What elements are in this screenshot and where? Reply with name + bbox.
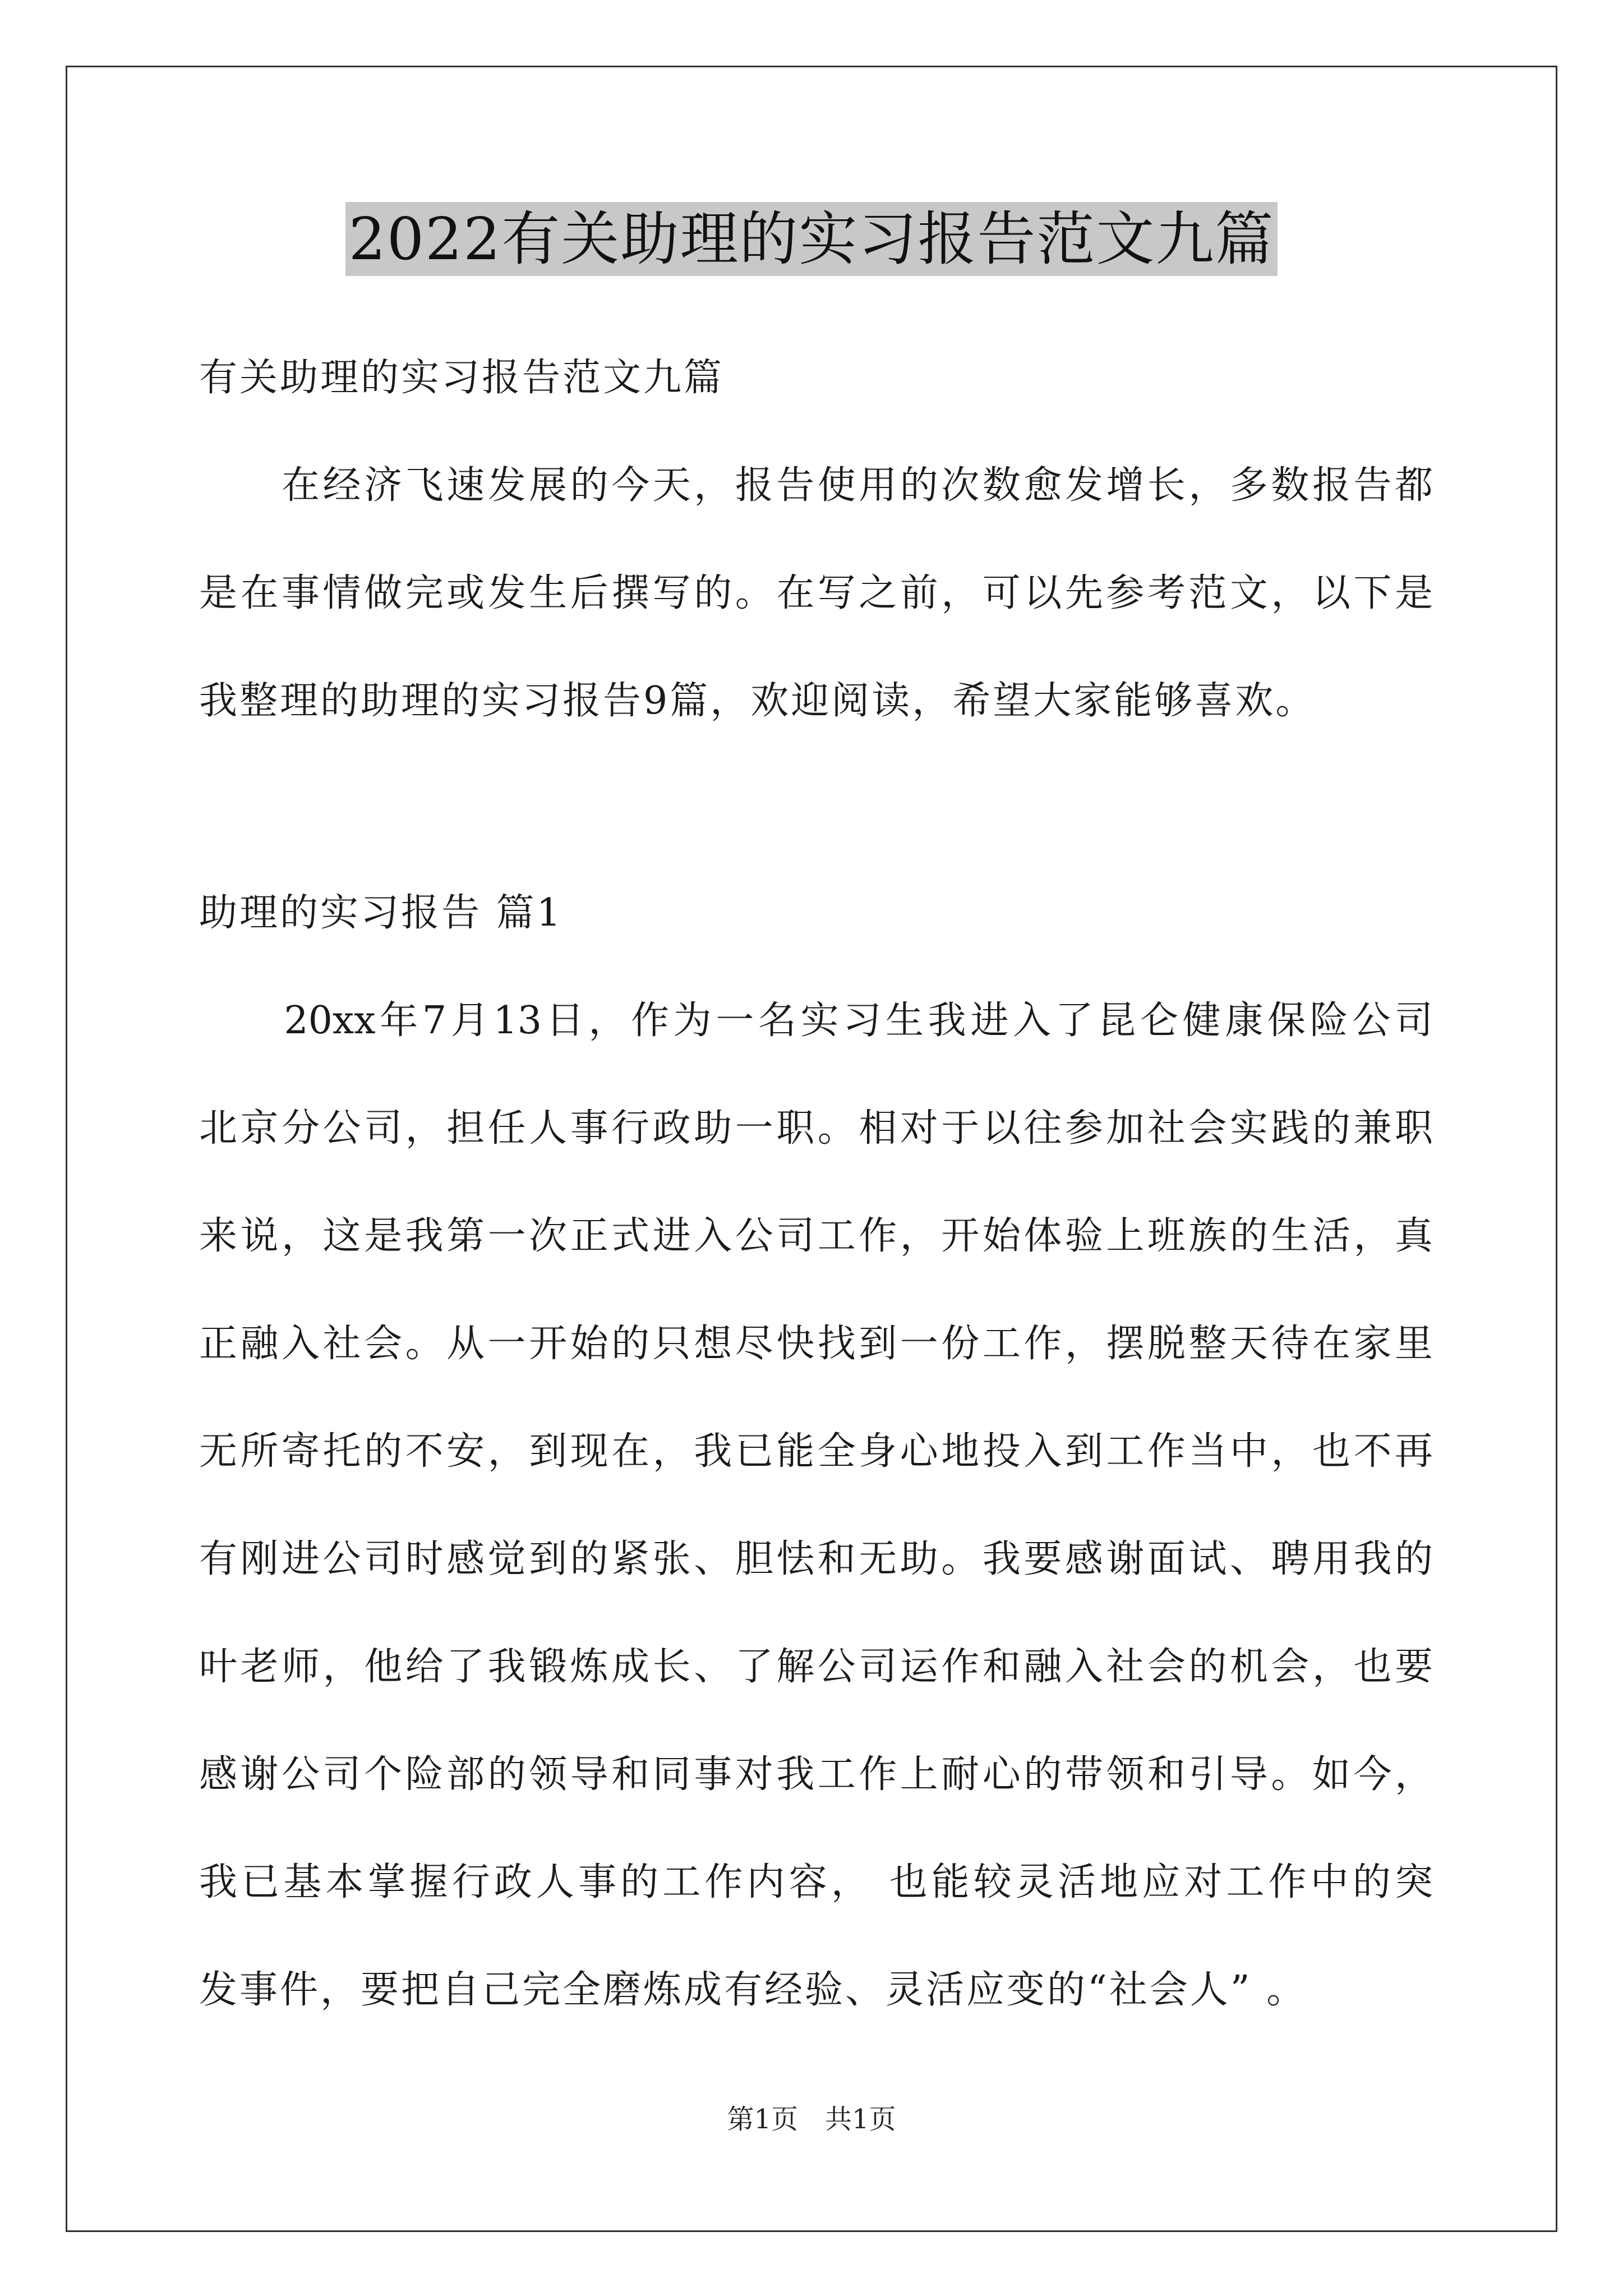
section-heading: 助理的实习报告 篇1 <box>199 891 563 935</box>
body-line: 有刚进公司时感觉到的紧张、胆怯和无助。我要感谢面试、聘用我的 <box>199 1537 1433 1581</box>
body-line: 20xx年7月13日，作为一名实习生我进入了昆仑健康保险公司 <box>199 999 1433 1043</box>
body-line: 无所寄托的不安，到现在，我已能全身心地投入到工作当中，也不再 <box>199 1429 1433 1474</box>
body-line: 来说，这是我第一次正式进入公司工作，开始体验上班族的生活，真 <box>199 1214 1433 1258</box>
body-line: 感谢公司个险部的领导和同事对我工作上耐心的带领和引导。如今， <box>199 1752 1433 1797</box>
title-wrap <box>0 202 1623 276</box>
page-footer: 第1页 共1页 <box>727 2104 896 2135</box>
intro-line: 我整理的助理的实习报告9篇，欢迎阅读，希望大家能够喜欢。 <box>199 679 1316 723</box>
intro-line: 在经济飞速发展的今天，报告使用的次数愈发增长，多数报告都 <box>199 463 1433 508</box>
document-title: 2022有关助理的实习报告范文九篇 <box>345 202 1278 276</box>
body-line: 北京分公司，担任人事行政助一职。相对于以往参加社会实践的兼职 <box>199 1106 1433 1151</box>
body-line: 叶老师，他给了我锻炼成长、了解公司运作和融入社会的机会，也要 <box>199 1645 1433 1689</box>
intro-line: 是在事情做完或发生后撰写的。在写之前，可以先参考范文，以下是 <box>199 571 1433 615</box>
body-line: 发事件，要把自己完全磨炼成有经验、灵活应变的“社会人” 。 <box>199 1968 1307 2012</box>
body-line: 正融入社会。从一开始的只想尽快找到一份工作，摆脱整天待在家里 <box>199 1322 1433 1366</box>
body-line: 我已基本掌握行政人事的工作内容， 也能较灵活地应对工作中的突 <box>199 1860 1433 1904</box>
document-subtitle: 有关助理的实习报告范文九篇 <box>199 356 725 400</box>
